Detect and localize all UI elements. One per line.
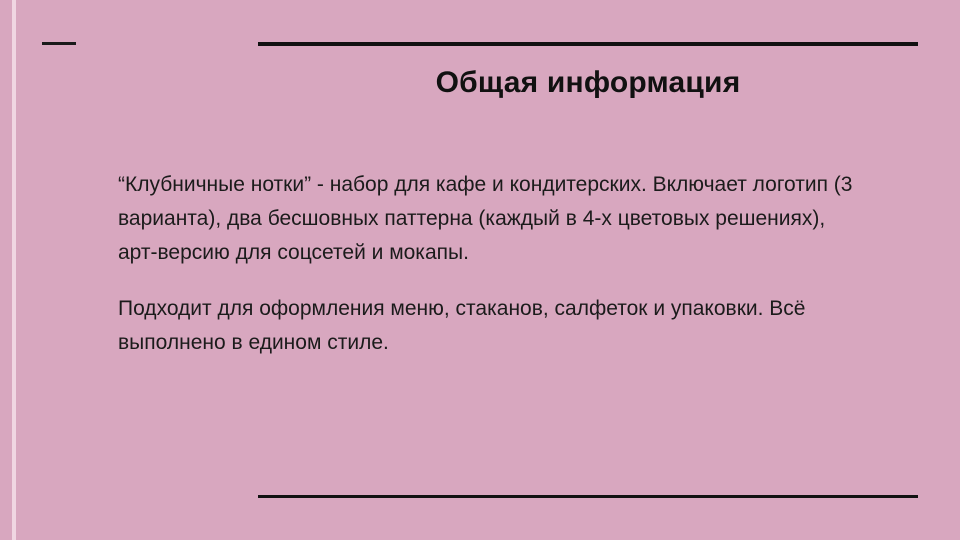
dash-mark-icon [42,42,76,45]
left-accent-bar [12,0,16,540]
body-text [118,168,866,360]
paragraph-2: Подходит для оформления меню, стаканов, салфеток и упаковки. Всё выполнено в едином стиле. [118,297,806,354]
page-title: Общая информация [435,66,741,99]
paragraph-1: “Клубничные нотки” - набор для кафе и кондитерских. Включает логотип (3 варианта), два бесшовных паттерна (каждый в 4-х цветовых решениях), арт-версию для соцсетей и мокапы. [118,173,853,264]
top-divider [258,42,918,46]
bottom-divider [258,495,918,498]
